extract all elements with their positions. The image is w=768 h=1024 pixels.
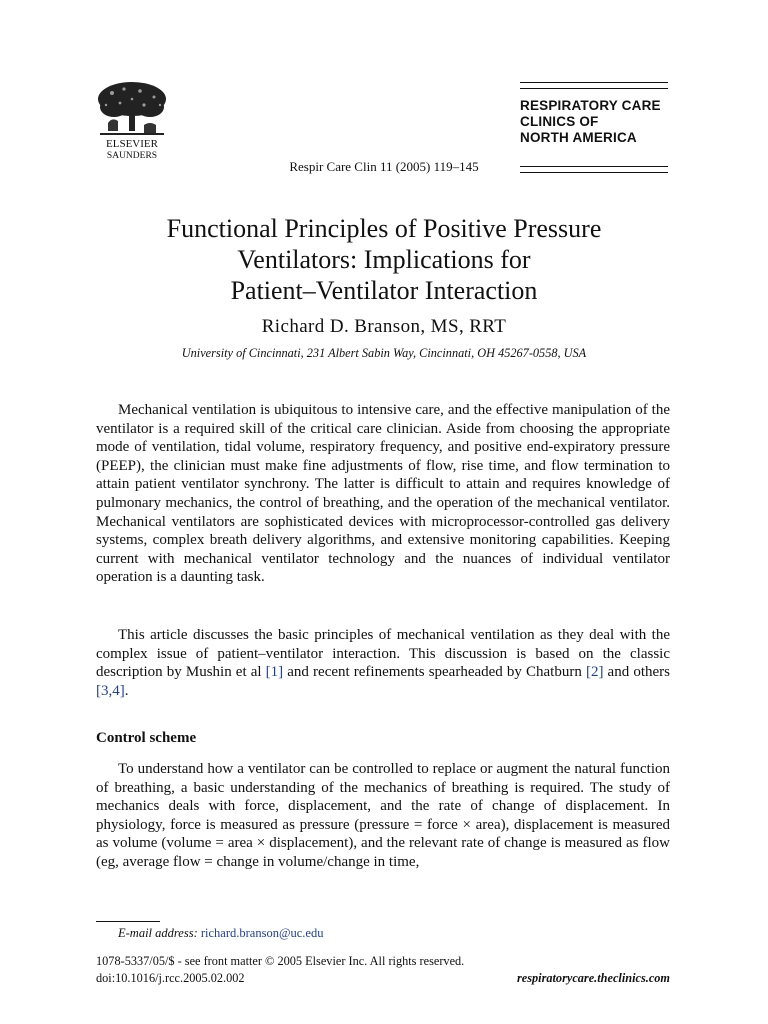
body-paragraph-2: [96, 626, 670, 700]
article-title-line: Ventilators: Implications for: [237, 245, 531, 274]
reference-link[interactable]: [2]: [585, 664, 604, 681]
elsevier-tree-icon: [94, 79, 170, 165]
paragraph-text: Mechanical ventilation is ubiquitous to intensive care, and the effective manipulation of the ventilator is a required skill of the critical care clinician. Aside from choosing the appropriate mode of ventilation, tidal volume, respiratory frequency, and positive end-expiratory pressure (PEEP), the clinician must make fine adjustments of flow, rise time, and flow termination to attain patient ventilator synchrony. The latter is difficult to attain and requires knowledge of pulmonary mechanics, the control of breathing, and the operation of the mechanical ventilator. Mechanical ventilators are sophisticated devices with microprocessor-controlled gas delivery systems, complex breath delivery algorithms, and extensive monitoring capabilities. Keeping current with mechanical ventilator technology and the nuances of individual ventilator operation is a daunting task.: [96, 402, 670, 586]
paragraph-text: [96, 626, 670, 700]
author-affiliation: University of Cincinnati, 231 Albert Sabin Way, Cincinnati, OH 45267-0558, USA: [181, 346, 587, 360]
svg-text:ELSEVIER: ELSEVIER: [106, 138, 158, 150]
issn-copyright-line: 1078-5337/05/$ - see front matter © 2005 Elsevier Inc. All rights reserved.: [96, 954, 465, 968]
journal-name-line: RESPIRATORY CARE: [520, 98, 661, 113]
email-link[interactable]: richard.branson@uc.edu: [200, 926, 324, 940]
author-name: Richard D. Branson, MS, RRT: [261, 316, 507, 337]
paragraph-text: To understand how a ventilator can be controlled to replace or augment the natural function of breathing, a basic understanding of the mechanics of breathing is required. The study of mechanics deals with force, displacement, and the rate of change of displacement. In physiology, force is measured as pressure (pressure = force × area), displacement is measured as volume (volume = area × displacement), and the relevant rate of change is measured as flow (eg, average flow = change in volume/change in time,: [96, 761, 670, 870]
reference-link[interactable]: [3,4]: [96, 682, 125, 699]
footnote-email: [118, 926, 323, 941]
body-paragraph-1: [96, 401, 670, 587]
email-label: E-mail address:: [118, 926, 198, 940]
section-heading: Control scheme: [96, 730, 197, 746]
journal-website[interactable]: respiratorycare.theclinics.com: [516, 971, 670, 985]
journal-name: [520, 98, 661, 146]
paragraph-text-segment: and others: [603, 664, 670, 681]
reference-link[interactable]: [1]: [265, 664, 284, 681]
svg-text:SAUNDERS: SAUNDERS: [106, 151, 158, 161]
paragraph-text-segment: This article discusses the basic principles of mechanical ventilation as they deal with the complex issue of patient–ventilator interaction. This discussion is based on the classic description by Mushin et al: [96, 627, 670, 681]
doi-line[interactable]: doi:10.1016/j.rcc.2005.02.002: [96, 971, 245, 985]
paragraph-text-segment: .: [124, 682, 129, 699]
article-title-line: Functional Principles of Positive Pressure: [166, 214, 602, 243]
paragraph-text-segment: and recent refinements spearheaded by Chatburn: [283, 664, 586, 681]
journal-name-line: CLINICS OF: [520, 114, 599, 129]
journal-name-bottom-rule: [520, 166, 668, 173]
journal-name-line: NORTH AMERICA: [520, 130, 637, 145]
body-paragraph-3: [96, 760, 670, 872]
journal-name-top-rule: [520, 82, 668, 89]
journal-citation: Respir Care Clin 11 (2005) 119–145: [289, 159, 479, 174]
footnote-divider: [96, 921, 160, 922]
elsevier-logo: [94, 79, 170, 165]
article-title: [60, 213, 708, 306]
article-title-line: Patient–Ventilator Interaction: [230, 276, 538, 305]
